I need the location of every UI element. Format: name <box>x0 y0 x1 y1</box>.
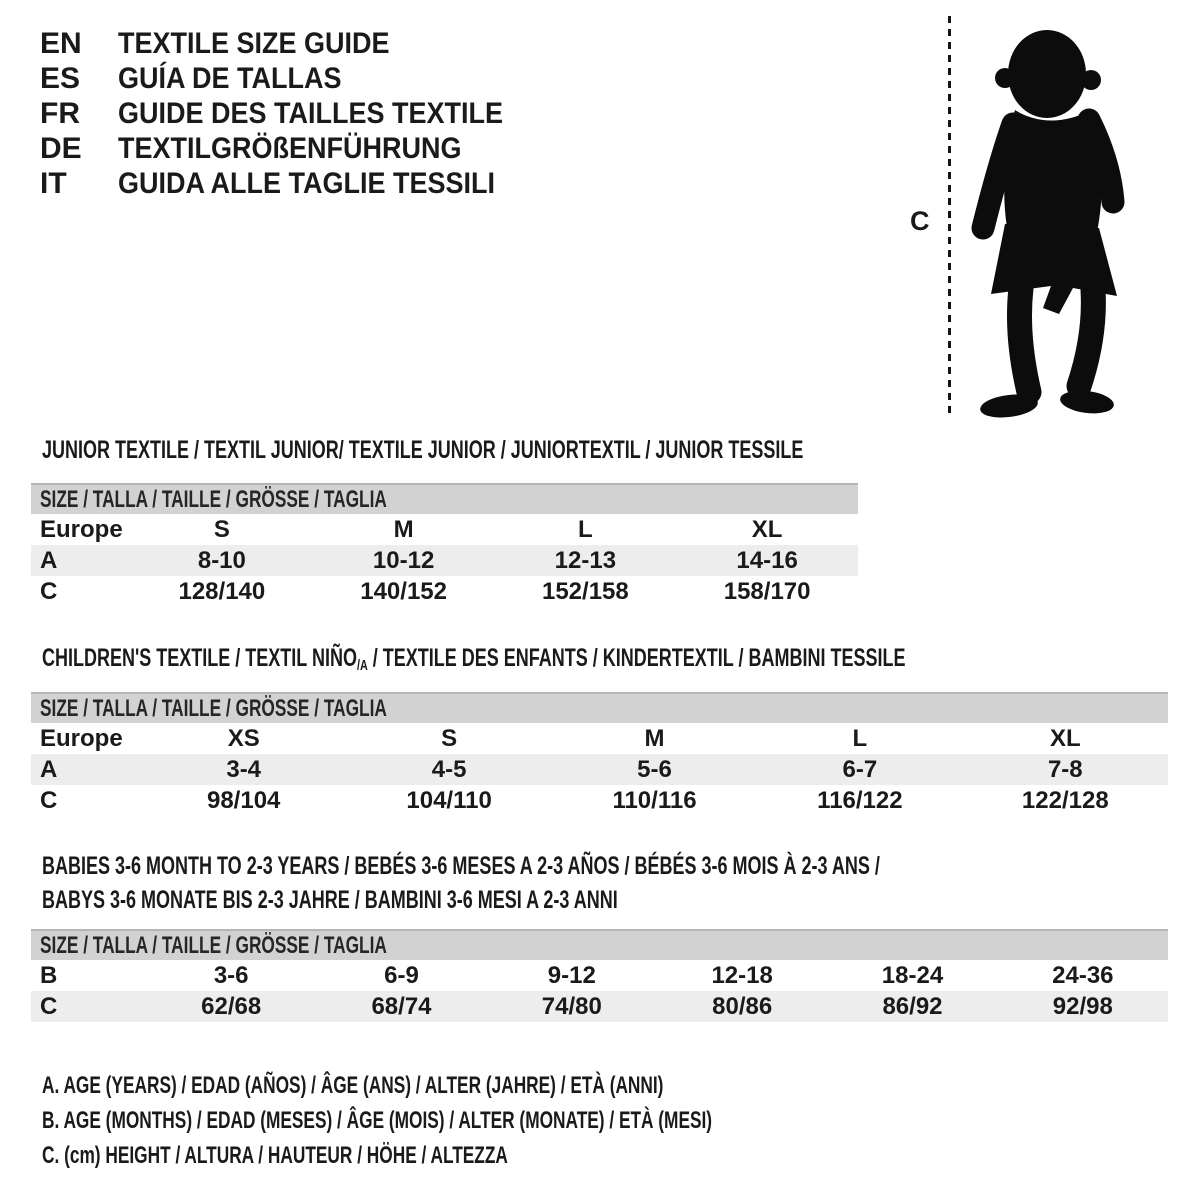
children-title-subscript: /A <box>356 657 368 675</box>
lang-code: ES <box>40 62 81 95</box>
row-label: A <box>40 546 58 574</box>
column-header: L <box>578 515 593 543</box>
table-cell: 122/128 <box>1021 786 1109 814</box>
footnote-b <box>42 1103 973 1138</box>
junior-row-age <box>31 545 858 576</box>
table-cell: 8-10 <box>197 546 246 574</box>
footnotes <box>42 1068 973 1173</box>
table-cell: 68/74 <box>371 992 432 1020</box>
lang-title: GUIDA ALLE TAGLIE TESSILI <box>118 167 496 200</box>
table-cell: 12-13 <box>554 546 617 574</box>
row-label: A <box>40 755 58 783</box>
children-row-age <box>31 754 1168 785</box>
junior-size-header-bar <box>31 483 858 514</box>
size-header-label: SIZE / TALLA / TAILLE / GRÖSSE / TAGLIA <box>40 931 387 959</box>
table-cell: 6-7 <box>842 755 878 783</box>
table-cell: 62/68 <box>201 992 262 1020</box>
table-cell: 14-16 <box>736 546 798 574</box>
table-cell: 152/158 <box>541 577 629 605</box>
table-cell: 140/152 <box>360 577 447 605</box>
table-cell: 104/110 <box>406 786 492 814</box>
babies-title-line1: BABIES 3-6 MONTH TO 2-3 YEARS / BEBÉS 3-6 MESES A 2-3 AÑOS / BÉBÉS 3-6 MOIS À 2-3 ANS / <box>42 852 880 880</box>
lang-code: EN <box>40 27 82 60</box>
lang-code: IT <box>40 167 67 200</box>
junior-section-title <box>42 437 1100 463</box>
table-cell: 110/116 <box>612 786 697 814</box>
column-header: Europe <box>40 515 123 543</box>
table-cell: 80/86 <box>712 992 773 1020</box>
table-cell: 18-24 <box>881 961 944 989</box>
table-cell: 86/92 <box>882 992 943 1020</box>
babies-row-height <box>31 991 1168 1022</box>
children-size-header-bar <box>31 692 1168 723</box>
column-header: L <box>852 724 868 752</box>
table-cell: 92/98 <box>1052 992 1113 1020</box>
footnote-c-text: C. (cm) HEIGHT / ALTURA / HAUTEUR / HÖHE / ALTEZZA <box>42 1142 508 1169</box>
height-measure-label: C <box>910 206 930 236</box>
footnote-b-text: B. AGE (MONTHS) / EDAD (MESES) / ÂGE (MOIS) / ALTER (MONATE) / ETÀ (MESI) <box>42 1107 713 1134</box>
lang-row-de <box>40 131 546 166</box>
lang-code: FR <box>40 97 80 130</box>
lang-row-it <box>40 166 546 201</box>
babies-size-header-bar <box>31 929 1168 960</box>
table-cell: 116/122 <box>817 786 903 814</box>
lang-row-es <box>40 61 546 96</box>
table-cell: 98/104 <box>206 786 281 814</box>
column-header: XS <box>227 724 260 752</box>
size-header-label: SIZE / TALLA / TAILLE / GRÖSSE / TAGLIA <box>40 485 387 513</box>
babies-section-title <box>42 849 1200 917</box>
children-title-text <box>42 645 905 679</box>
table-cell: 158/170 <box>723 577 811 605</box>
children-title-part2: / TEXTILE DES ENFANTS / KINDERTEXTIL / BAMBINI TESSILE <box>367 644 906 672</box>
table-cell: 24-36 <box>1052 961 1114 989</box>
table-cell: 74/80 <box>541 992 602 1020</box>
children-section-title <box>42 645 1200 679</box>
junior-row-height <box>31 576 858 607</box>
children-row-height <box>31 785 1168 816</box>
column-header: M <box>644 724 665 752</box>
table-cell: 7-8 <box>1047 755 1083 783</box>
table-cell: 3-4 <box>226 755 262 783</box>
row-label: C <box>40 577 58 605</box>
children-size-table <box>31 692 1168 816</box>
toddler-silhouette-icon <box>963 16 1141 418</box>
column-header: XL <box>1049 724 1081 752</box>
table-cell: 12-18 <box>711 961 773 989</box>
junior-title-text: JUNIOR TEXTILE / TEXTIL JUNIOR/ TEXTILE JUNIOR / JUNIORTEXTIL / JUNIOR TESSILE <box>42 436 804 464</box>
height-measure-dashed-line <box>948 16 951 416</box>
column-header: XL <box>751 515 783 543</box>
footnote-a-text: A. AGE (YEARS) / EDAD (AÑOS) / ÂGE (ANS) / ALTER (JAHRE) / ETÀ (ANNI) <box>42 1072 664 1099</box>
junior-header-row <box>31 514 858 545</box>
children-header-row <box>31 723 1168 754</box>
lang-title: GUIDE DES TAILLES TEXTILE <box>118 97 504 130</box>
lang-row-fr <box>40 96 546 131</box>
column-header: S <box>213 515 230 543</box>
footnote-c <box>42 1138 973 1173</box>
row-label: C <box>40 786 58 814</box>
lang-title: GUÍA DE TALLAS <box>118 62 342 95</box>
size-header-label: SIZE / TALLA / TAILLE / GRÖSSE / TAGLIA <box>40 694 387 722</box>
row-label: B <box>40 961 58 989</box>
language-title-list <box>40 26 546 201</box>
children-title-part1: CHILDREN'S TEXTILE / TEXTIL NIÑO <box>42 644 357 672</box>
table-cell: 5-6 <box>637 755 672 783</box>
table-cell: 10-12 <box>372 546 435 574</box>
column-header: S <box>441 724 458 752</box>
junior-size-table <box>31 483 858 607</box>
table-cell: 9-12 <box>547 961 596 989</box>
babies-size-table <box>31 929 1168 1022</box>
babies-title-line2: BABYS 3-6 MONATE BIS 2-3 JAHRE / BAMBINI 3-6 MESI A 2-3 ANNI <box>42 886 618 914</box>
table-cell: 128/140 <box>178 577 266 605</box>
row-label: C <box>40 992 58 1020</box>
table-cell: 6-9 <box>384 961 419 989</box>
column-header: Europe <box>40 724 123 752</box>
table-cell: 3-6 <box>213 961 249 989</box>
table-cell: 4-5 <box>431 755 467 783</box>
lang-code: DE <box>40 132 82 165</box>
lang-title: TEXTILGRÖßENFÜHRUNG <box>118 132 462 165</box>
babies-row-months <box>31 960 1168 991</box>
lang-title: TEXTILE SIZE GUIDE <box>118 27 390 60</box>
footnote-a <box>42 1068 973 1103</box>
column-header: M <box>393 515 414 543</box>
lang-row-en <box>40 26 546 61</box>
